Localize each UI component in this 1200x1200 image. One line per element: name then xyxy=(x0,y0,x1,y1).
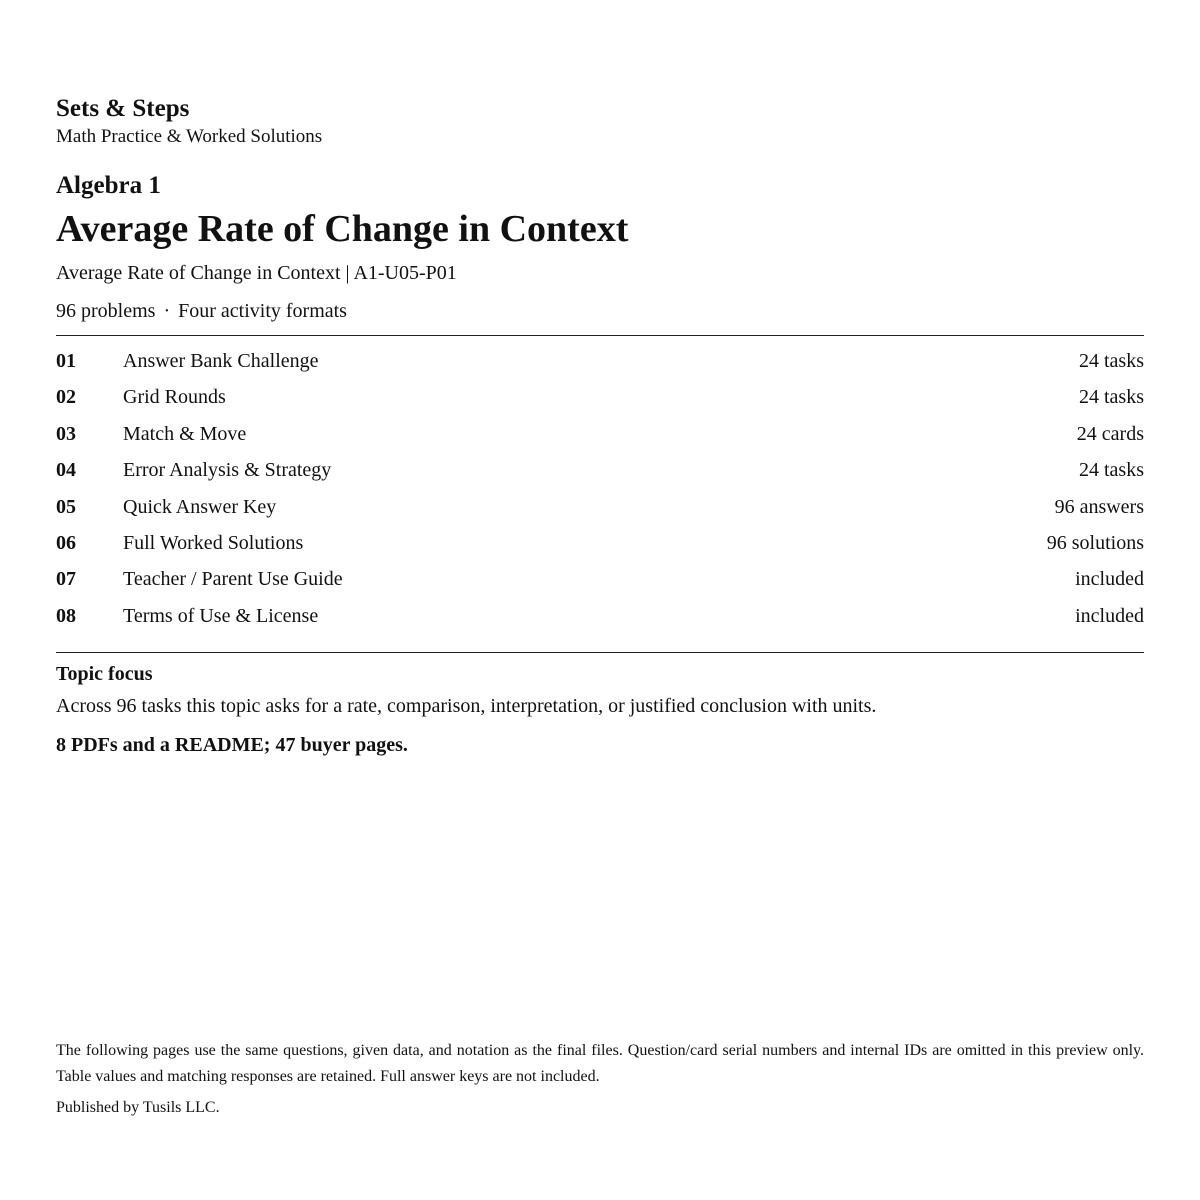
contents-number: 06 xyxy=(56,531,76,554)
contents-count: 24 cards xyxy=(1076,422,1144,445)
product-meta xyxy=(56,298,347,324)
contents-row xyxy=(56,416,1144,452)
brand-tagline: Math Practice & Worked Solutions xyxy=(56,126,323,147)
preview-disclaimer: The following pages use the same questions, given data, and notation as the final files. Question/card serial numbers and internal IDs are omitted in this preview only. Table values and matching responses are retained. Full answer keys are not included. xyxy=(56,1042,1144,1085)
bottom-divider xyxy=(56,652,1144,653)
page-subtitle: Average Rate of Change in Context | A1-U05-P01 xyxy=(56,262,457,284)
contents-label: Error Analysis & Strategy xyxy=(123,459,332,482)
top-divider xyxy=(56,335,1144,336)
contents-row xyxy=(56,561,1144,597)
topic-focus-text: Across 96 tasks this topic asks for a rate, comparison, interpretation, or justified conclusion with units. xyxy=(56,695,877,717)
contents-label: Answer Bank Challenge xyxy=(123,350,319,372)
contents-label: Quick Answer Key xyxy=(123,495,277,518)
contents-row xyxy=(56,452,1144,488)
contents-row xyxy=(56,525,1144,561)
contents-count: 24 tasks xyxy=(1079,459,1144,482)
contents-row xyxy=(56,598,1144,634)
document-page xyxy=(56,0,1144,1200)
contents-count: 96 solutions xyxy=(1046,531,1144,554)
contents-number: 01 xyxy=(56,350,76,372)
activity-formats: Four activity formats xyxy=(178,300,347,322)
contents-label: Teacher / Parent Use Guide xyxy=(123,568,343,591)
contents-number: 03 xyxy=(56,422,76,445)
contents-count: 24 tasks xyxy=(1079,350,1144,372)
contents-row xyxy=(56,489,1144,525)
contents-count: 24 tasks xyxy=(1079,386,1144,409)
contents-count: included xyxy=(1075,604,1144,627)
contents-list xyxy=(56,343,1144,634)
contents-row xyxy=(56,343,1144,379)
contents-number: 08 xyxy=(56,604,76,627)
contents-label: Terms of Use & License xyxy=(123,604,319,627)
contents-label: Match & Move xyxy=(123,422,247,445)
contents-count: 96 answers xyxy=(1054,495,1144,518)
contents-number: 04 xyxy=(56,459,76,482)
brand-name: Sets & Steps xyxy=(56,95,190,122)
contents-label: Full Worked Solutions xyxy=(123,531,304,554)
contents-number: 05 xyxy=(56,495,76,518)
course-name: Algebra 1 xyxy=(56,172,161,199)
contents-number: 02 xyxy=(56,386,76,409)
problem-count: 96 problems xyxy=(56,300,156,322)
topic-focus-heading: Topic focus xyxy=(56,663,153,685)
meta-separator: · xyxy=(163,300,171,322)
page-title: Average Rate of Change in Context xyxy=(56,208,629,250)
publisher-line: Published by Tusils LLC. xyxy=(56,1099,220,1116)
contents-number: 07 xyxy=(56,568,76,591)
contents-row xyxy=(56,379,1144,415)
contents-count: included xyxy=(1075,568,1144,591)
bundle-note: 8 PDFs and a README; 47 buyer pages. xyxy=(56,734,408,756)
contents-label: Grid Rounds xyxy=(123,386,226,409)
